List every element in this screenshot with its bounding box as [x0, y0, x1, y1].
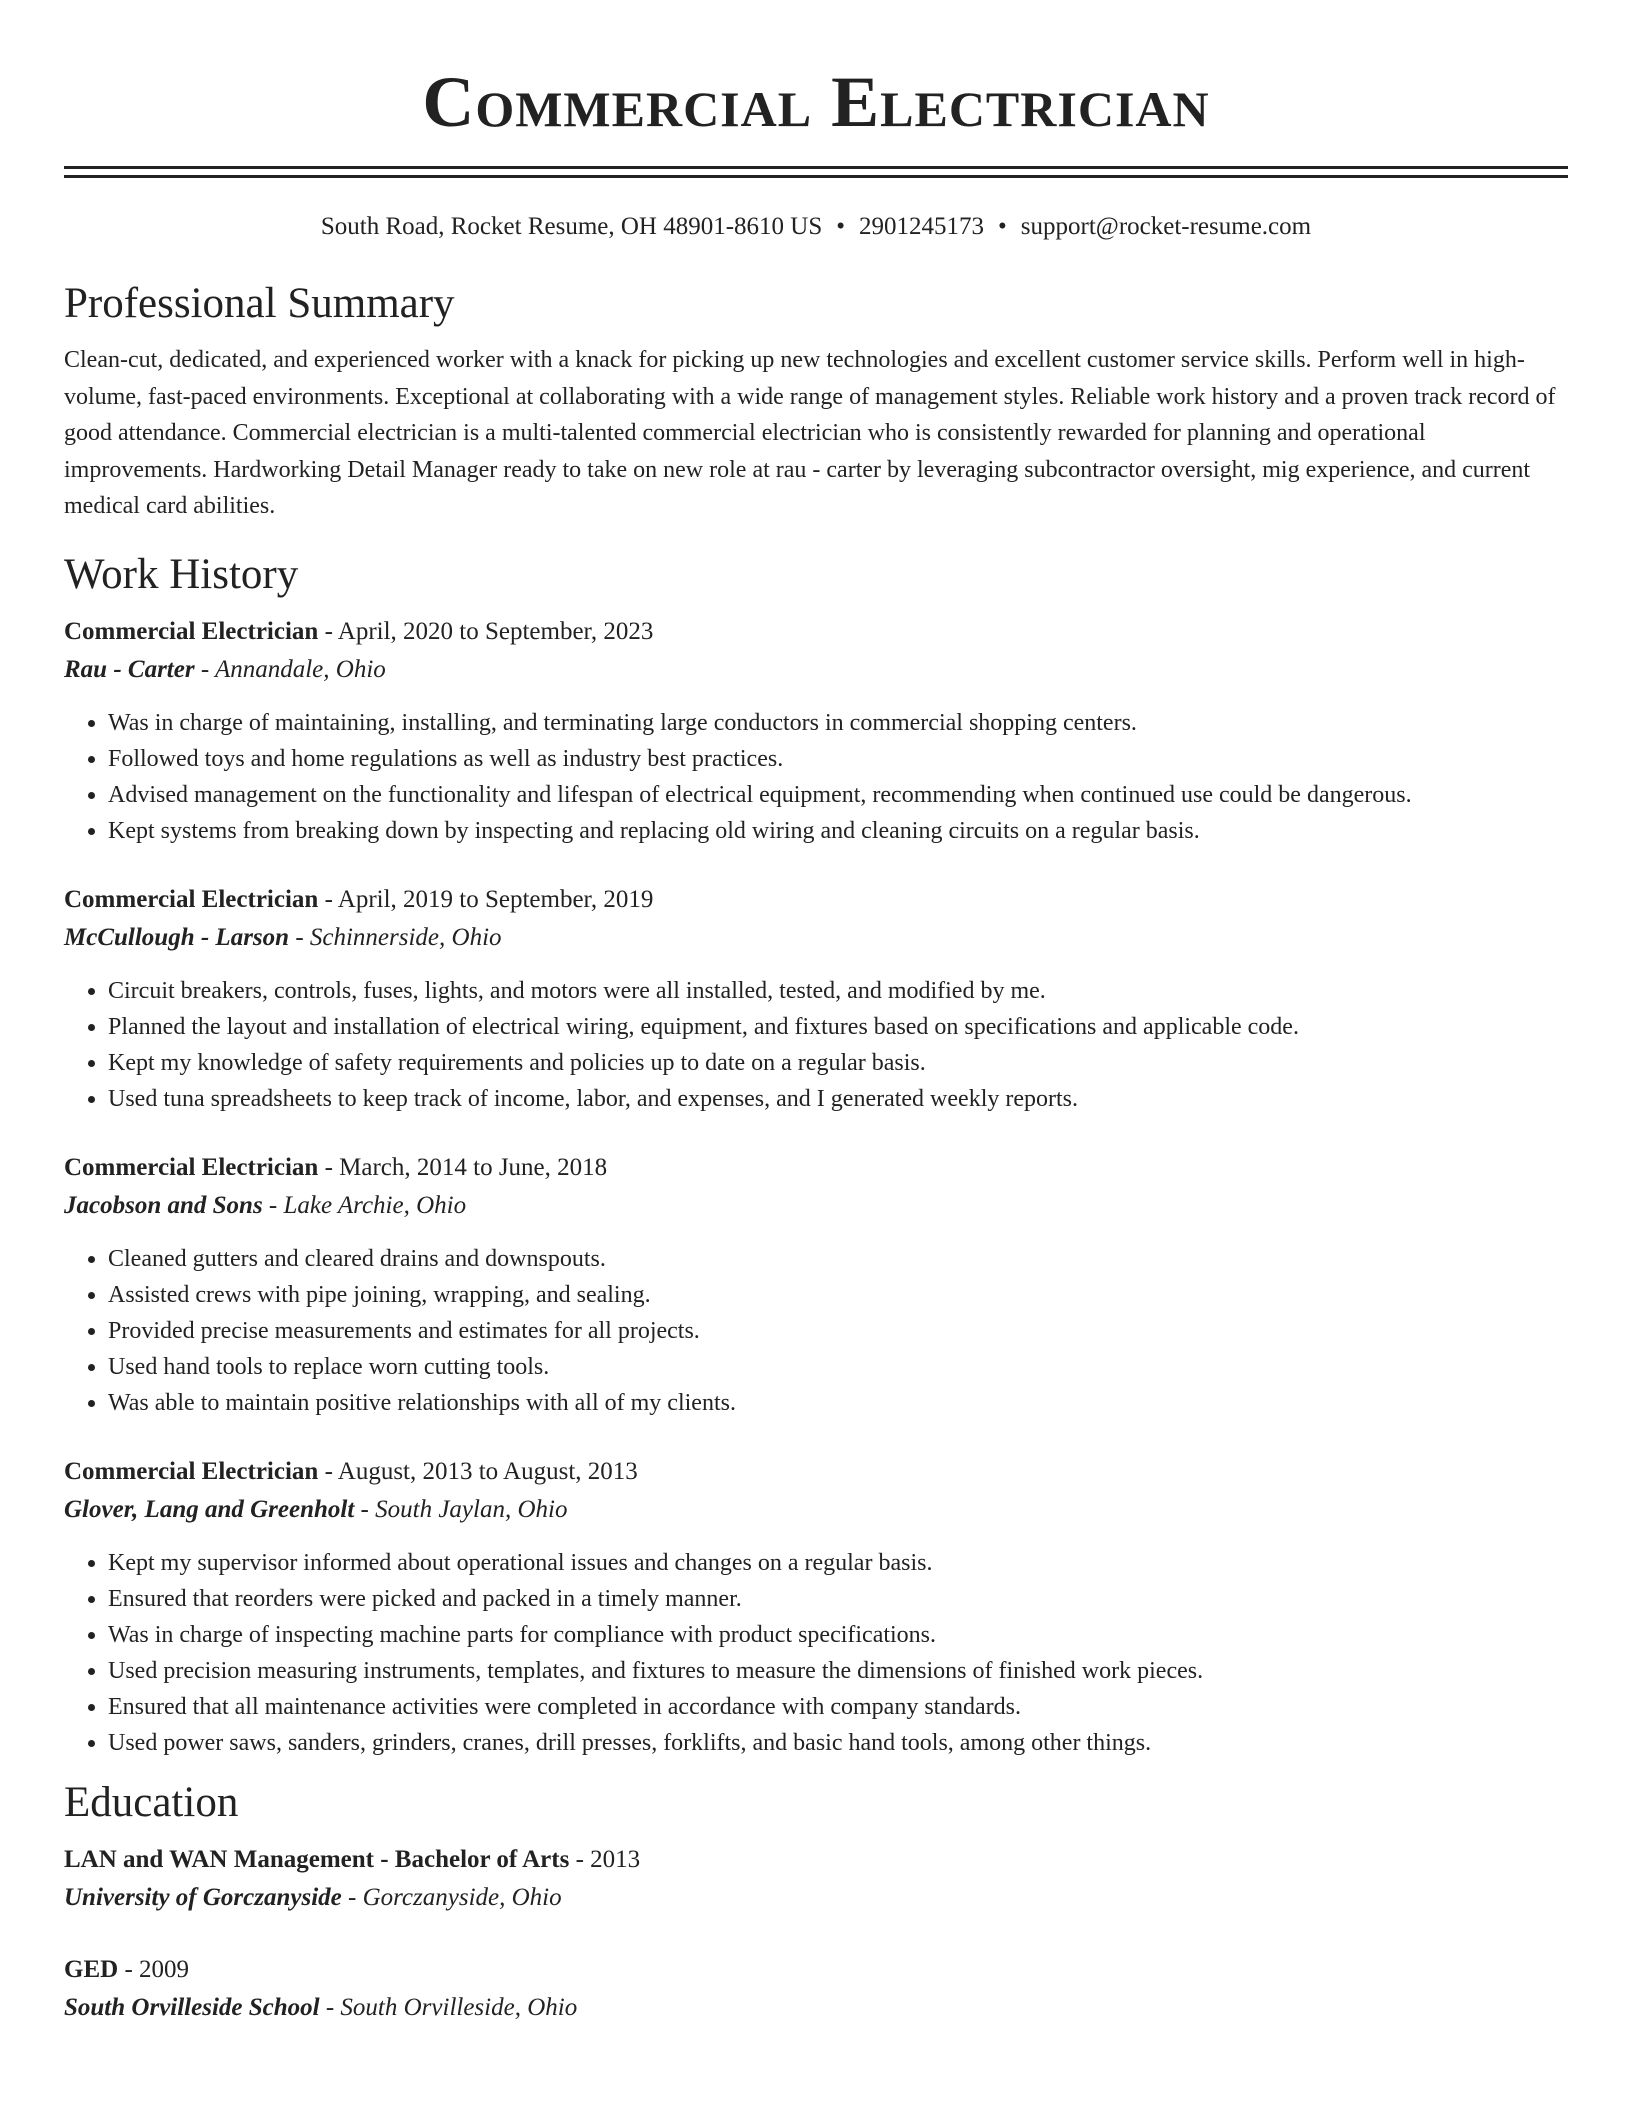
list-item: • Ensured that reorders were picked and packed in a timely manner. — [108, 1581, 1568, 1617]
job-entry — [64, 1149, 1568, 1421]
list-item: • Kept my knowledge of safety requirements and policies up to date on a regular basis. — [108, 1045, 1568, 1081]
list-item: • Cleaned gutters and cleared drains and downspouts. — [108, 1241, 1568, 1277]
list-item: • Used hand tools to replace worn cutting tools. — [108, 1349, 1568, 1385]
job-role: Commercial Electrician — [64, 885, 319, 913]
list-item: • Was in charge of inspecting machine parts for compliance with product specifications. — [108, 1617, 1568, 1653]
job-dates: - April, 2019 to September, 2019 — [318, 885, 654, 913]
job-bullets — [64, 1241, 1568, 1421]
education-degree-line — [64, 1841, 1568, 1879]
contact-separator: • — [836, 213, 846, 240]
job-entry — [64, 613, 1568, 849]
contact-separator: • — [998, 213, 1007, 240]
education-school: University of Gorczanyside — [64, 1883, 342, 1911]
education-school-line — [64, 1989, 1568, 2027]
job-role: Commercial Electrician — [64, 1457, 319, 1485]
job-role: Commercial Electrician — [64, 1153, 319, 1181]
job-entry — [64, 881, 1568, 1117]
list-item: • Was able to maintain positive relationships with all of my clients. — [108, 1385, 1568, 1421]
job-location: - Annandale, Ohio — [194, 655, 386, 683]
job-bullets — [64, 973, 1568, 1117]
job-location: - Lake Archie, Ohio — [262, 1191, 467, 1219]
contact-line — [64, 210, 1568, 244]
education-degree: LAN and WAN Management - Bachelor of Arts — [64, 1845, 570, 1873]
list-item: • Kept my supervisor informed about operational issues and changes on a regular basis. — [108, 1545, 1568, 1581]
job-employer: Jacobson and Sons — [64, 1191, 263, 1219]
list-item: • Circuit breakers, controls, fuses, lights, and motors were all installed, tested, and modified by me. — [108, 973, 1568, 1009]
work-history-heading: Work History — [64, 550, 299, 598]
education-school-line — [64, 1879, 1568, 1917]
job-location: - South Jaylan, Ohio — [354, 1495, 568, 1523]
list-item: • Used precision measuring instruments, templates, and fixtures to measure the dimensions of finished work pieces. — [108, 1653, 1568, 1689]
job-dates: - August, 2013 to August, 2013 — [318, 1457, 638, 1485]
list-item: • Advised management on the functionality and lifespan of electrical equipment, recommending when continued use could be dangerous. — [108, 777, 1568, 813]
resume-title: Commercial Electrician — [422, 62, 1210, 142]
list-item: • Provided precise measurements and estimates for all projects. — [108, 1313, 1568, 1349]
list-item: • Was in charge of maintaining, installing, and terminating large conductors in commercial shopping centers. — [108, 705, 1568, 741]
job-employer-line — [64, 1187, 1568, 1225]
education-degree: GED — [64, 1955, 119, 1983]
education-school: South Orvilleside School — [64, 1993, 320, 2021]
contact-address: South Road, Rocket Resume, OH 48901-8610 US — [320, 213, 823, 240]
job-header — [64, 881, 1568, 919]
job-bullets — [64, 705, 1568, 849]
education-heading: Education — [64, 1778, 239, 1826]
summary-text: Clean-cut, dedicated, and experienced worker with a knack for picking up new technologies and excellent customer service skills. Perform well in high-volume, fast-paced environments. Exceptional at collaborating with a wide range of management styles. Reliable work history and a proven track record of good attendance. Commercial electrician is a multi-talented commercial electrician who is consistently rewarded for planning and operational improvements. Hardworking Detail Manager ready to take on new role at rau - carter by leveraging subcontractor oversight, mig experience, and current medical card abilities. — [64, 347, 1556, 519]
job-header — [64, 1453, 1568, 1491]
job-location: - Schinnerside, Ohio — [289, 923, 502, 951]
job-header — [64, 613, 1568, 651]
education-year: - 2013 — [569, 1845, 641, 1873]
list-item: • Ensured that all maintenance activities were completed in accordance with company standards. — [108, 1689, 1568, 1725]
education-degree-line — [64, 1951, 1568, 1989]
list-item: • Followed toys and home regulations as well as industry best practices. — [108, 741, 1568, 777]
job-dates: - March, 2014 to June, 2018 — [318, 1153, 608, 1181]
education-year: - 2009 — [118, 1955, 190, 1983]
job-employer-line — [64, 651, 1568, 689]
summary-heading: Professional Summary — [64, 280, 455, 327]
job-bullets — [64, 1545, 1568, 1761]
job-employer: Glover, Lang and Greenholt — [64, 1495, 355, 1523]
contact-phone: 2901245173 — [859, 213, 985, 240]
job-role: Commercial Electrician — [64, 617, 319, 645]
job-dates: - April, 2020 to September, 2023 — [318, 617, 654, 645]
education-location: - South Orvilleside, Ohio — [319, 1993, 578, 2021]
list-item: • Assisted crews with pipe joining, wrapping, and sealing. — [108, 1277, 1568, 1313]
education-location: - Gorczanyside, Ohio — [341, 1883, 562, 1911]
job-employer: McCullough - Larson — [64, 923, 290, 951]
job-header — [64, 1149, 1568, 1187]
job-entry — [64, 1453, 1568, 1761]
education-entry — [64, 1841, 1568, 1917]
list-item: • Used power saws, sanders, grinders, cranes, drill presses, forklifts, and basic hand tools, among other things. — [108, 1725, 1568, 1761]
list-item: • Used tuna spreadsheets to keep track of income, labor, and expenses, and I generated weekly reports. — [108, 1081, 1568, 1117]
job-employer-line — [64, 1491, 1568, 1529]
list-item: • Kept systems from breaking down by inspecting and replacing old wiring and cleaning circuits on a regular basis. — [108, 813, 1568, 849]
title-divider — [64, 166, 1568, 178]
job-employer-line — [64, 919, 1568, 957]
job-employer: Rau - Carter — [64, 655, 195, 683]
education-entry — [64, 1951, 1568, 2027]
list-item: • Planned the layout and installation of electrical wiring, equipment, and fixtures based on specifications and applicable code. — [108, 1009, 1568, 1045]
contact-email: support@rocket-resume.com — [1020, 213, 1312, 240]
